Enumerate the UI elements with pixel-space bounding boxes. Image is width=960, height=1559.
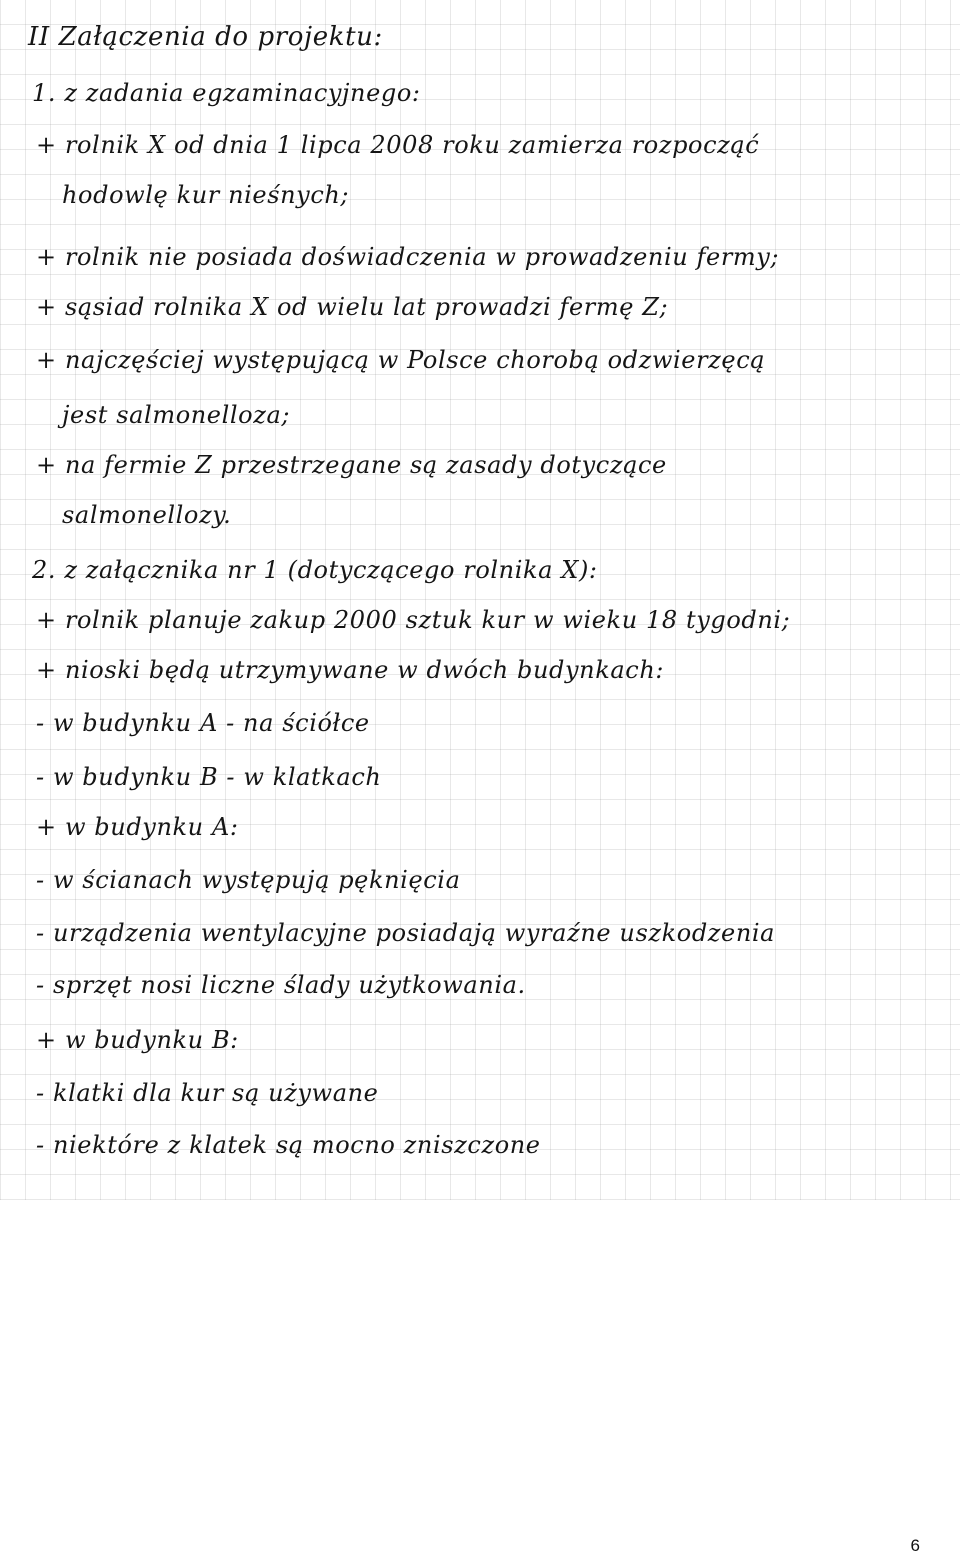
note-line: + rolnik planuje zakup 2000 sztuk kur w wieku 18 tygodni; — [36, 606, 791, 634]
note-line: jest salmonelloza; — [62, 401, 291, 429]
note-line: + sąsiad rolnika X od wielu lat prowadzi fermę Z; — [36, 293, 669, 321]
subsection-heading-2: 2. z załącznika nr 1 (dotyczącego rolnika X): — [32, 556, 598, 584]
note-line: + w budynku A: — [36, 813, 239, 841]
note-line: - w budynku B - w klatkach — [36, 763, 382, 791]
note-line: + nioski będą utrzymywane w dwóch budynkach: — [36, 656, 665, 684]
note-line: + rolnik X od dnia 1 lipca 2008 roku zamierza rozpocząć — [36, 131, 760, 159]
note-line: - niektóre z klatek są mocno zniszczone — [36, 1131, 541, 1159]
subsection-heading-1: 1. z zadania egzaminacyjnego: — [32, 79, 421, 107]
note-line: hodowlę kur nieśnych; — [62, 181, 350, 209]
section-heading: II Załączenia do projektu: — [28, 22, 383, 52]
note-line: - w budynku A - na ściółce — [36, 709, 370, 737]
page-number: 6 — [910, 1536, 920, 1555]
note-line: - sprzęt nosi liczne ślady użytkowania. — [36, 971, 526, 999]
note-line: + najczęściej występującą w Polsce chorobą odzwierzęcą — [36, 346, 766, 374]
note-line: - w ścianach występują pęknięcia — [36, 866, 461, 894]
note-line: salmonellozy. — [62, 501, 232, 529]
note-line: + w budynku B: — [36, 1026, 239, 1054]
note-line: + rolnik nie posiada doświadczenia w prowadzeniu fermy; — [36, 243, 780, 271]
note-line: - urządzenia wentylacyjne posiadają wyraźne uszkodzenia — [36, 919, 776, 947]
note-line: - klatki dla kur są używane — [36, 1079, 379, 1107]
note-line: + na fermie Z przestrzegane są zasady dotyczące — [36, 451, 667, 479]
